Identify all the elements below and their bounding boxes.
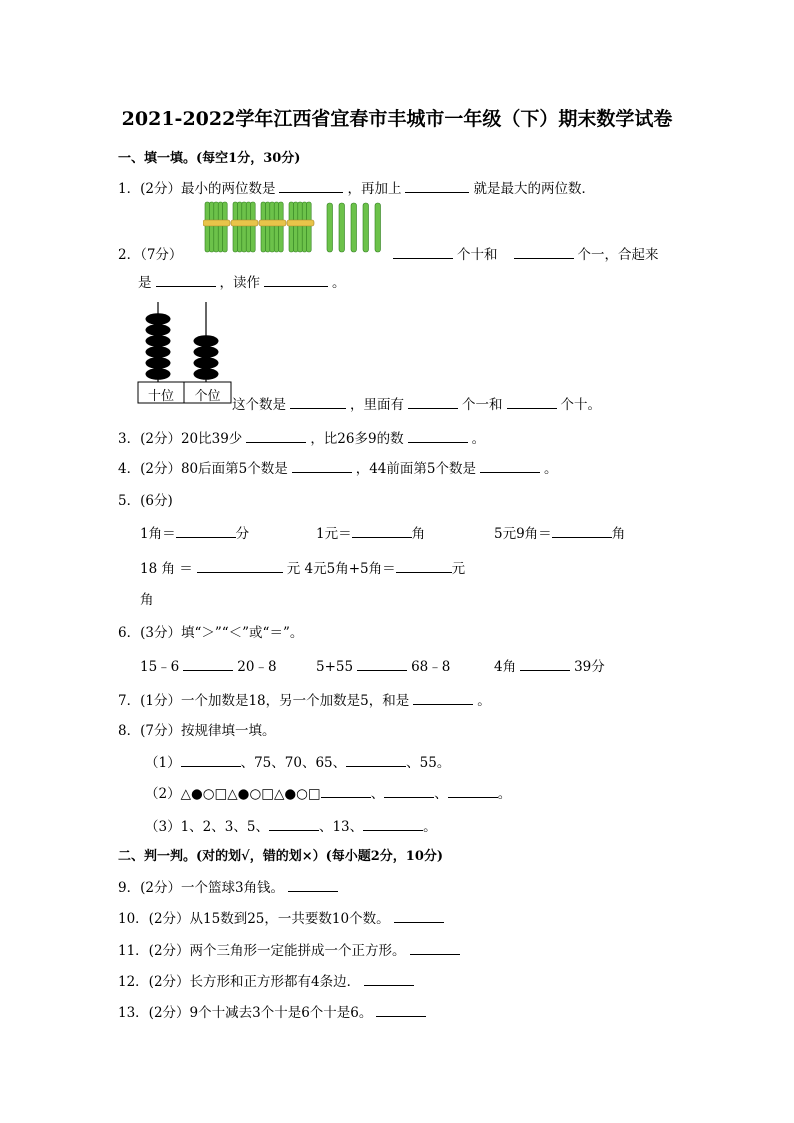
question-13: 13．(2分）9个十减去3个十是6个十是6。 (118, 1001, 430, 1021)
answer-blank[interactable] (408, 441, 468, 443)
answer-blank[interactable] (396, 571, 452, 573)
question-5-row-2: 18 角 ＝ 元 4元5角+5角＝ 元 (140, 561, 466, 577)
answer-blank[interactable] (520, 669, 570, 671)
answer-blank[interactable] (514, 257, 574, 259)
abacus-bead (146, 357, 171, 369)
single-stick (351, 203, 357, 252)
answer-blank[interactable] (405, 191, 469, 193)
page-title: 2021-2022学年江西省宜春市丰城市一年级（下）期末数学试卷 (121, 108, 673, 130)
answer-blank[interactable] (363, 829, 423, 831)
answer-blank[interactable] (408, 407, 458, 409)
answer-blank[interactable] (393, 257, 453, 259)
counting-sticks-image (203, 200, 388, 255)
abacus-bead (194, 335, 219, 347)
abacus-bead (146, 313, 171, 325)
abacus-bead (146, 335, 171, 347)
answer-blank[interactable] (480, 471, 540, 473)
question-2-line1: 个十和 个一，合起来 (389, 243, 659, 263)
question-5-row-3: 角 (140, 592, 154, 608)
question-10: 10．(2分）从15数到25，一共要数10个数。 (118, 907, 448, 927)
question-9: 9．(2分）一个篮球3角钱。 (118, 876, 342, 896)
stick-bundle (203, 202, 230, 252)
single-stick (375, 203, 381, 252)
answer-blank[interactable] (552, 536, 612, 538)
answer-blank[interactable] (394, 921, 444, 923)
question-6-head: 6．(3分）填“＞”“＜”或“＝”。 (118, 625, 304, 641)
question-8-part-2: （2）△●○□△●○□△●○□ 、 、 。 (145, 786, 512, 802)
answer-blank[interactable] (384, 796, 434, 798)
answer-blank[interactable] (264, 285, 328, 287)
question-8-head: 8．(7分）按规律填一填。 (118, 723, 276, 739)
answer-blank[interactable] (376, 1015, 426, 1017)
question-5-item-2: 1元＝ 角 (316, 526, 426, 542)
question-5-item-1: 1角＝ 分 (140, 526, 250, 542)
answer-blank[interactable] (197, 571, 283, 573)
answer-blank[interactable] (364, 984, 414, 986)
answer-blank[interactable] (183, 669, 233, 671)
answer-blank[interactable] (346, 765, 406, 767)
answer-blank[interactable] (176, 536, 236, 538)
stick-bundle (259, 202, 286, 252)
answer-blank[interactable] (357, 669, 407, 671)
abacus-bead (194, 357, 219, 369)
answer-blank[interactable] (413, 703, 473, 705)
answer-blank[interactable] (292, 471, 352, 473)
answer-blank[interactable] (279, 191, 343, 193)
answer-blank[interactable] (156, 285, 216, 287)
answer-blank[interactable] (181, 765, 241, 767)
abacus-bead (146, 346, 171, 358)
section-1-heading: 一、填一填。(每空1分，30分) (118, 151, 301, 166)
answer-blank[interactable] (290, 407, 346, 409)
question-6-item-1: 15﹣6 20﹣8 (140, 659, 277, 675)
answer-blank[interactable] (269, 829, 319, 831)
abacus-bead (146, 368, 171, 380)
answer-blank[interactable] (410, 953, 460, 955)
abacus-tens-label: 十位 (147, 389, 174, 404)
question-5-head: 5．(6分) (118, 493, 173, 509)
question-6-item-2: 5+55 68﹣8 (316, 659, 451, 675)
single-stick (339, 203, 345, 252)
question-1: 1．(2分）最小的两位数是 ，再加上 就是最大的两位数． (118, 181, 595, 197)
single-stick (363, 203, 369, 252)
question-2-line2: 是 ，读作 。 (138, 275, 346, 291)
question-8-part-1: （1） 、75、70、65、 、55。 (145, 755, 451, 771)
question-11: 11．(2分）两个三角形一定能拼成一个正方形。 (118, 939, 464, 959)
answer-blank[interactable] (246, 441, 306, 443)
question-6-item-3: 4角 39分 (494, 659, 605, 675)
stick-bundle (231, 202, 258, 252)
question-7: 7．(1分）一个加数是18，另一个加数是5，和是 。 (118, 693, 491, 709)
abacus-bead (194, 368, 219, 380)
answer-blank[interactable] (352, 536, 412, 538)
question-8-part-3: （3）1、2、3、5、 、13、 。 (145, 819, 437, 835)
answer-blank[interactable] (288, 890, 338, 892)
abacus-bead (194, 346, 219, 358)
question-2-prefix: 2．（7分） (118, 247, 183, 263)
question-12: 12．(2分）长方形和正方形都有4条边． (118, 970, 418, 990)
section-2-heading: 二、判一判。(对的划√，错的划×）(每小题2分，10分) (118, 849, 444, 864)
question-2-abacus-line: 这个数是 ，里面有 个一和 个十。 (232, 397, 601, 413)
abacus-bead (146, 324, 171, 336)
abacus-ones-label: 个位 (194, 389, 221, 404)
answer-blank[interactable] (321, 796, 371, 798)
answer-blank[interactable] (448, 796, 498, 798)
single-stick (327, 203, 333, 252)
question-5-item-3: 5元9角＝ 角 (494, 526, 626, 542)
question-4: 4．(2分）80后面第5个数是 ，44前面第5个数是 。 (118, 461, 558, 477)
stick-bundle (287, 202, 314, 252)
question-3: 3．(2分）20比39少 ，比26多9的数 。 (118, 431, 486, 447)
answer-blank[interactable] (507, 407, 557, 409)
